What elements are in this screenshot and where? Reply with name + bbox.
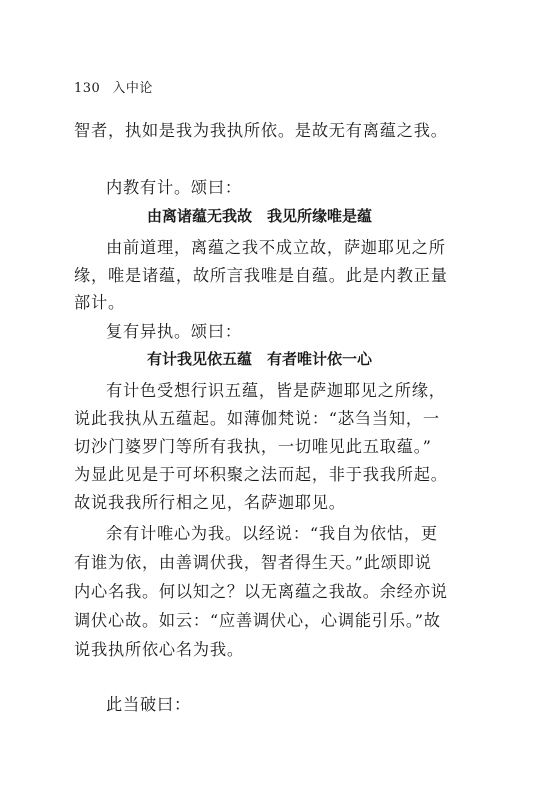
verse-line: 由离诸蕴无我故 我见所缘唯是蕴 <box>147 207 373 225</box>
running-header <box>74 77 153 96</box>
text-line: 部计。 <box>74 293 125 312</box>
text-line: 故说我我所行相之见，名萨迦耶见。 <box>74 493 346 512</box>
text-line: 说此我执从五蕴起。如薄伽梵说：“苾刍当知，一 <box>74 409 440 428</box>
text-line: 内教有计。颂曰： <box>106 178 242 197</box>
text-line: 此当破曰： <box>106 695 191 714</box>
book-title: 入中论 <box>112 81 153 96</box>
text-line: 缘，唯是诸蕴，故所言我唯是自蕴。此是内教正量 <box>74 266 448 285</box>
text-line: 有谁为依，由善调伏我，智者得生天。”此颂即说 <box>74 553 432 572</box>
text-line: 切沙门婆罗门等所有我执，一切唯见此五取蕴。” <box>74 437 432 456</box>
text-line: 复有异执。颂曰： <box>106 322 242 341</box>
text-line: 智者，执如是我为我执所依。是故无有离蕴之我。 <box>74 121 448 140</box>
text-line: 由前道理，离蕴之我不成立故，萨迦耶见之所 <box>106 238 446 257</box>
verse-line: 有计我见依五蕴 有者唯计依一心 <box>147 350 373 368</box>
text-line: 余有计唯心为我。以经说：“我自为依怙，更 <box>106 524 438 543</box>
text-line: 有计色受想行识五蕴，皆是萨迦耶见之所缘， <box>106 381 446 400</box>
text-line: 调伏心故。如云：“应善调伏心，心调能引乐。”故 <box>74 611 441 630</box>
text-line: 内心名我。何以知之？以无离蕴之我故。余经亦说 <box>74 582 448 601</box>
text-line: 为显此见是于可坏积聚之法而起，非于我我所起。 <box>74 465 448 484</box>
text-line: 说我执所依心名为我。 <box>74 640 244 659</box>
page-number: 130 <box>74 81 101 96</box>
